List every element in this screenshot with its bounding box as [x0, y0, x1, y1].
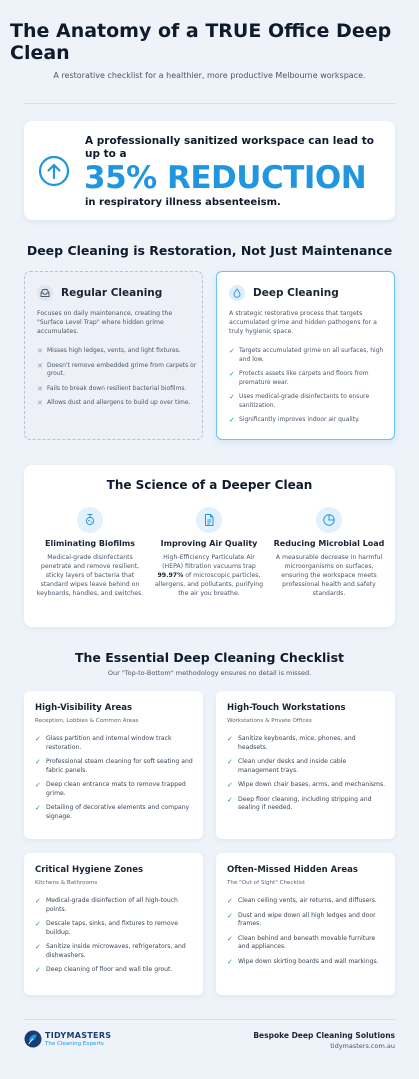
check-icon: ✓	[229, 347, 235, 355]
check-icon: ✓	[227, 934, 233, 943]
science-col-title: Improving Air Quality	[160, 539, 258, 548]
stat-tail-text: in respiratory illness absenteeism.	[85, 197, 281, 208]
checklist-card	[24, 691, 203, 839]
checklist-subheading: Our "Top-to-Bottom" methodology ensures no detail is missed.	[107, 669, 312, 677]
header-divider	[24, 103, 395, 104]
checklist-card-subtitle: Reception, Lobbies & Common Areas	[35, 718, 139, 724]
list-item: ✓ Uses medical-grade disinfectants to ensure sanitization.	[229, 393, 370, 409]
checklist-items	[35, 897, 195, 981]
list-item: ✓ Clean behind and beneath movable furniture and appliances.	[227, 934, 376, 950]
checklist-card-title: Often-Missed Hidden Areas	[227, 865, 358, 875]
stat-highlight: 35% REDUCTION	[84, 160, 367, 196]
stat-lead-text: A professionally sanitized workspace can lead to up to a	[85, 135, 374, 160]
list-item: ✓ Clean ceiling vents, air returns, and diffusers.	[227, 897, 377, 905]
list-item: ✓ Protects assets like carpets and floors from premature wear.	[229, 370, 369, 386]
list-item: ✓ Detailing of decorative elements and company signage.	[35, 804, 190, 820]
x-mark-icon: ✕	[37, 399, 43, 407]
list-item: ✓ Deep cleaning of floor and wall tile grout.	[35, 966, 173, 974]
stat-percent: 99.97%	[157, 572, 184, 579]
check-icon: ✓	[227, 735, 233, 743]
checklist-card	[216, 853, 395, 995]
list-item: ✓ Sanitize inside microwaves, refrigerators, and dishwashers.	[35, 943, 186, 959]
page-title: The Anatomy of a TRUE Office Deep Clean	[10, 20, 392, 64]
page-subtitle: A restorative checklist for a healthier, more productive Melbourne workspace.	[53, 71, 366, 80]
deep-cleaning-title: Deep Cleaning	[253, 287, 339, 299]
check-icon: ✓	[35, 920, 41, 928]
arrow-up-circle-icon	[38, 155, 70, 187]
check-icon: ✓	[35, 758, 41, 766]
checklist-items	[227, 735, 387, 819]
inbox-icon	[37, 285, 53, 301]
list-item: ✓ Targets accumulated grime on all surfaces, high and low.	[229, 347, 384, 363]
check-icon: ✓	[227, 781, 233, 789]
checklist-items	[227, 897, 387, 972]
checklist-card	[24, 853, 203, 995]
list-item: ✕ Doesn't remove embedded grime from carpets or grout.	[37, 361, 197, 377]
list-item: ✓ Professional steam cleaning for soft seating and fabric panels.	[35, 758, 193, 774]
checklist-card-title: High-Touch Workstations	[227, 703, 346, 713]
checklist-card	[216, 691, 395, 839]
list-item: ✓ Wipe down skirting boards and wall markings.	[227, 957, 379, 966]
check-icon: ✓	[227, 795, 233, 804]
regular-cleaning-list	[37, 347, 197, 414]
pie-chart-icon	[316, 507, 342, 533]
x-mark-icon: ✕	[37, 384, 43, 393]
brand-logo-icon	[24, 1030, 42, 1048]
regular-cleaning-card	[24, 271, 203, 440]
check-icon: ✓	[227, 897, 233, 905]
science-col-text: A measurable decrease in harmful microorganisms on surfaces, ensuring the workspace meets professional health and safety standards.	[275, 554, 383, 597]
list-item: ✓ Glass partition and internal window track restoration.	[35, 735, 172, 751]
deep-cleaning-card	[216, 271, 395, 440]
check-icon: ✓	[35, 966, 41, 974]
list-item: ✕ Fails to break down resilient bacterial biofilms.	[37, 384, 187, 393]
science-col-text: Medical-grade disinfectants penetrate and remove resilient, sticky layers of bacteria that standard wipes leave behind on keyboards, handles, and switches.	[36, 554, 144, 597]
deep-cleaning-list	[229, 347, 389, 431]
check-icon: ✓	[227, 957, 233, 966]
brand-tagline: The Cleaning Experts	[45, 1041, 104, 1047]
regular-cleaning-title: Regular Cleaning	[61, 287, 163, 299]
check-icon: ✓	[35, 735, 41, 743]
x-mark-icon: ✕	[37, 361, 43, 370]
checklist-items	[35, 735, 195, 827]
science-heading: The Science of a Deeper Clean	[106, 478, 313, 492]
microbe-icon	[77, 507, 103, 533]
science-col-biofilms	[34, 507, 146, 598]
checklist-card-subtitle: Workstations & Private Offices	[227, 718, 312, 724]
list-item: ✓ Descale taps, sinks, and fixtures to remove buildup.	[35, 920, 178, 936]
checklist-card-subtitle: The "Out of Sight" Checklist	[227, 880, 306, 886]
list-item: ✓ Deep clean entrance mats to remove trapped grime.	[35, 781, 186, 797]
check-icon: ✓	[229, 416, 235, 424]
list-item: ✓ Medical-grade disinfection of all high-touch points.	[35, 897, 178, 913]
list-item: ✓ Sanitize keyboards, mice, phones, and headsets.	[227, 735, 356, 751]
footer-url[interactable]: tidymasters.com.au	[330, 1042, 395, 1050]
x-mark-icon: ✕	[37, 347, 43, 355]
checklist-card-title: High-Visibility Areas	[35, 703, 133, 713]
check-icon: ✓	[35, 897, 41, 905]
brand-name: TIDYMASTERS	[45, 1031, 112, 1040]
check-icon: ✓	[35, 804, 41, 812]
checklist-heading: The Essential Deep Cleaning Checklist	[74, 650, 345, 665]
deep-cleaning-desc: A strategic restorative process that targets accumulated grime and hidden pathogens for a truly hygienic space.	[229, 310, 377, 335]
check-icon: ✓	[229, 393, 235, 401]
science-col-title: Eliminating Biofilms	[45, 539, 135, 548]
science-col-text: High-Efficiency Particulate Air (HEPA) filtration vacuums trap 99.97% of microscopic particles, allergens, and pollutants, purifying the air you breathe.	[154, 554, 264, 597]
list-item: ✕ Allows dust and allergens to build up over time.	[37, 399, 191, 407]
science-col-title: Reducing Microbial Load	[273, 539, 385, 548]
regular-cleaning-desc: Focuses on daily maintenance, creating the "Surface Level Trap" where hidden grime accumulates.	[37, 310, 173, 335]
check-icon: ✓	[227, 758, 233, 766]
droplet-icon	[229, 285, 245, 301]
stat-card	[24, 121, 395, 220]
comparison-heading: Deep Cleaning is Restoration, Not Just Maintenance	[26, 243, 393, 258]
list-item: ✓ Wipe down chair bases, arms, and mechanisms.	[227, 781, 386, 789]
document-icon	[196, 507, 222, 533]
list-item: ✓ Deep floor cleaning, including stripping and sealing if needed.	[227, 795, 372, 811]
science-col-air	[153, 507, 265, 598]
check-icon: ✓	[35, 943, 41, 951]
footer-title: Bespoke Deep Cleaning Solutions	[253, 1031, 395, 1040]
list-item: ✓ Clean under desks and inside cable management trays.	[227, 758, 347, 774]
checklist-card-subtitle: Kitchens & Bathrooms	[35, 880, 98, 886]
check-icon: ✓	[229, 370, 235, 378]
list-item: ✓ Dust and wipe down all high ledges and door frames.	[227, 911, 376, 927]
list-item: ✕ Misses high ledges, vents, and light fixtures.	[37, 347, 181, 355]
science-col-microbial	[273, 507, 385, 598]
list-item: ✓ Significantly improves indoor air quality.	[229, 416, 360, 424]
science-card	[24, 465, 395, 627]
check-icon: ✓	[227, 911, 233, 920]
footer-divider	[24, 1019, 395, 1020]
checklist-card-title: Critical Hygiene Zones	[35, 865, 144, 875]
check-icon: ✓	[35, 781, 41, 789]
